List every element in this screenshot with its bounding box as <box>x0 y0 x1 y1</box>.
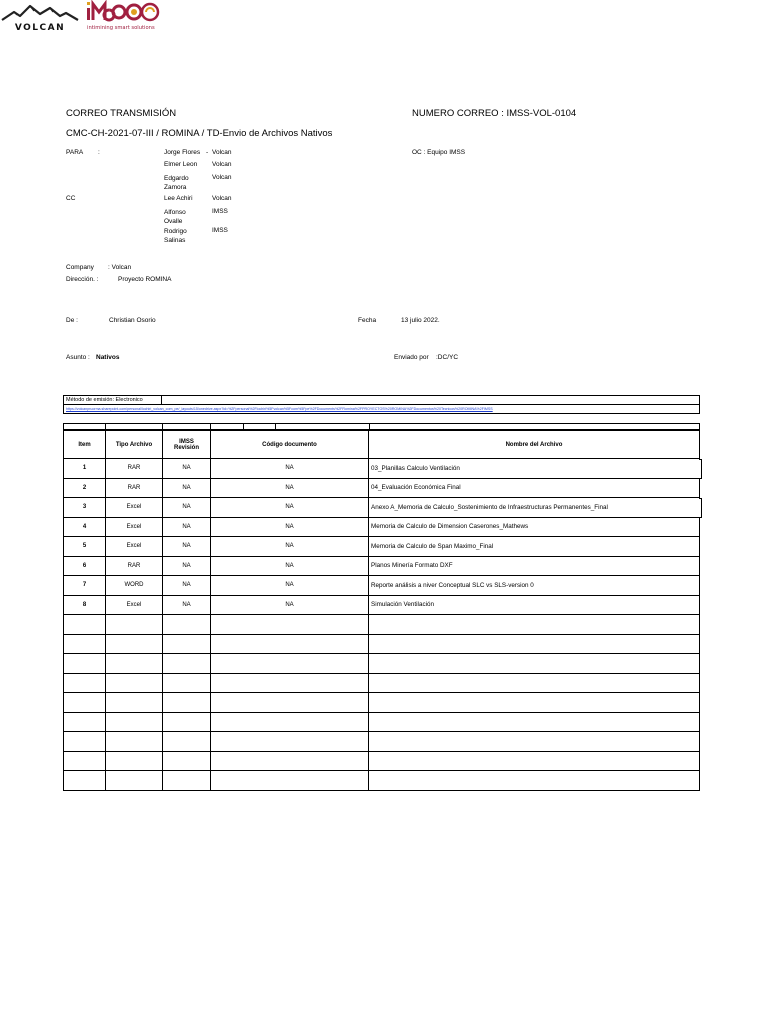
cell-tipo: RAR <box>106 478 163 498</box>
files-table-header <box>64 431 700 459</box>
cc-company-1: Volcan <box>212 195 232 202</box>
cell-rev: NA <box>163 459 211 479</box>
oc-label: OC : Equipo IMSS <box>412 149 466 156</box>
metodo-cell: Método de emisión: Electronico <box>64 396 162 405</box>
para-company-1: Volcan <box>212 149 232 156</box>
cell-rev: NA <box>163 537 211 557</box>
cell-tipo: RAR <box>106 556 163 576</box>
table-row-empty <box>64 732 700 752</box>
cell-item: 2 <box>64 478 106 498</box>
cc-company-3: IMSS <box>212 227 228 234</box>
table-row <box>64 517 700 537</box>
cell-codigo: NA <box>211 556 369 576</box>
cell-rev: NA <box>163 517 211 537</box>
cell-rev: NA <box>163 478 211 498</box>
table-row-empty <box>64 771 700 791</box>
table-row-empty <box>64 712 700 732</box>
cell-nombre: Memoria de Calculo de Dimension Caserones_Mathews <box>369 517 700 537</box>
cell-rev: NA <box>163 595 211 615</box>
cell-rev: NA <box>163 576 211 596</box>
cell-nombre: Reporte análisis a niver Conceptual SLC vs SLS-version 0 <box>369 576 700 596</box>
para-name-3: Edgardo Zamora <box>164 175 189 191</box>
asunto-label: Asunto : <box>66 354 90 361</box>
imss-logo <box>84 0 164 32</box>
cell-item: 3 <box>64 498 106 518</box>
cell-tipo: Excel <box>106 595 163 615</box>
cell-codigo: NA <box>211 498 369 518</box>
files-table <box>63 430 700 791</box>
cc-name-2: Alfonso Ovalle <box>164 209 186 225</box>
cell-item: 6 <box>64 556 106 576</box>
cell-item: 8 <box>64 595 106 615</box>
header-imss: IMSS <box>179 438 194 445</box>
fecha-value: 13 julio 2022. <box>401 317 440 324</box>
direccion-value: Proyecto ROMINA <box>118 276 172 283</box>
para-name-2: Elmer Leon <box>164 161 198 168</box>
volcan-wordmark: VOLCAN <box>14 23 66 32</box>
cell-item: 4 <box>64 517 106 537</box>
enviado-value: :DC/YC <box>436 354 459 361</box>
cell-codigo: NA <box>211 576 369 596</box>
table-row-empty <box>64 654 700 674</box>
cell-codigo: NA <box>211 478 369 498</box>
cell-codigo: NA <box>211 595 369 615</box>
volcan-logo <box>0 2 80 32</box>
de-name: Christian Osorio <box>109 317 156 324</box>
cell-codigo: NA <box>211 459 369 479</box>
cell-tipo: RAR <box>106 459 163 479</box>
metodo-empty-cell <box>162 396 700 405</box>
company-value: : Volcan <box>108 264 132 271</box>
cell-tipo: WORD <box>106 576 163 596</box>
table-row <box>64 459 700 479</box>
table-row <box>64 498 700 518</box>
table-row <box>64 478 700 498</box>
cell-item: 7 <box>64 576 106 596</box>
cc-name-1: Lee Achiri <box>164 195 193 202</box>
header-codigo: Código documento <box>211 431 369 459</box>
table-row-empty <box>64 673 700 693</box>
cell-codigo: NA <box>211 517 369 537</box>
para-company-3: Volcan <box>212 174 232 181</box>
cc-company-2: IMSS <box>212 208 228 215</box>
cc-label: CC <box>66 195 76 202</box>
cell-rev: NA <box>163 556 211 576</box>
direccion-label: Dirección. : <box>66 276 99 283</box>
para-label: PARA <box>66 149 84 156</box>
cell-nombre: Simulación Ventilación <box>369 595 700 615</box>
emission-method-table <box>63 395 700 414</box>
table-row <box>64 576 700 596</box>
para-colon: : <box>98 149 100 156</box>
header-tipo: Tipo Archivo <box>106 431 163 459</box>
cell-item: 1 <box>64 459 106 479</box>
imss-tagline: intimining smart solutions <box>87 25 156 31</box>
table-row <box>64 556 700 576</box>
header-imss-revision <box>163 431 211 459</box>
cell-item: 5 <box>64 537 106 557</box>
de-label: De : <box>66 317 78 324</box>
header-nombre: Nombre del Archivo <box>369 431 700 459</box>
table-row <box>64 537 700 557</box>
table-row-empty <box>64 615 700 635</box>
cell-tipo: Excel <box>106 498 163 518</box>
cell-nombre: 03_Planillas Calculo Ventilación <box>369 459 700 479</box>
asunto-value: Nativos <box>96 354 120 361</box>
para-dash: - <box>206 149 209 156</box>
sharepoint-link-cell <box>64 405 700 414</box>
cell-codigo: NA <box>211 537 369 557</box>
table-row-empty <box>64 693 700 713</box>
cell-tipo: Excel <box>106 517 163 537</box>
cell-tipo: Excel <box>106 537 163 557</box>
doc-type-title: CORREO TRANSMISIÓN <box>66 108 177 119</box>
spacer-row <box>63 423 700 430</box>
correo-number: NUMERO CORREO : IMSS-VOL-0104 <box>412 108 577 119</box>
subject-line: CMC-CH-2021-07-III / ROMINA / TD-Envio de Archivos Nativos <box>66 128 333 139</box>
cell-nombre: Planos Minería Formato DXF <box>369 556 700 576</box>
table-row-empty <box>64 751 700 771</box>
header-item: Item <box>64 431 106 459</box>
header-revision: Revisión <box>173 444 199 451</box>
sharepoint-link[interactable]: https://volcanpruorma.sharepoint.com/personal/lochiri_volcan_com_pe/_layouts/15/onedrive.aspx?id=%2Fpersonal%2Flochiri%5Fvolcan%5Fcom%5Fpe%2FDocuments%2FRomina%2FPROYECTOS%20ROMINA%2FDocumentos%20Tecnicos%20ROMINA%2FIMSS <box>66 407 493 411</box>
para-company-2: Volcan <box>212 161 232 168</box>
table-row <box>64 595 700 615</box>
overflow-stub <box>699 498 702 518</box>
cc-name-3: Rodrigo Salinas <box>164 228 187 244</box>
cell-nombre: Memoria de Calculo de Span Maximo_Final <box>369 537 700 557</box>
fecha-label: Fecha <box>358 317 377 324</box>
overflow-stub <box>699 459 702 479</box>
cell-rev: NA <box>163 498 211 518</box>
enviado-label: Enviado por <box>394 354 429 361</box>
company-label: Company <box>66 264 94 271</box>
cell-nombre: 04_Evaluación Económica Final <box>369 478 700 498</box>
para-name-1: Jorge Flores <box>164 149 201 156</box>
cell-nombre: Anexo A_Memoria de Calculo_Sostenimiento de Infraestructuras Permanentes_Final <box>369 498 700 518</box>
table-row-empty <box>64 634 700 654</box>
